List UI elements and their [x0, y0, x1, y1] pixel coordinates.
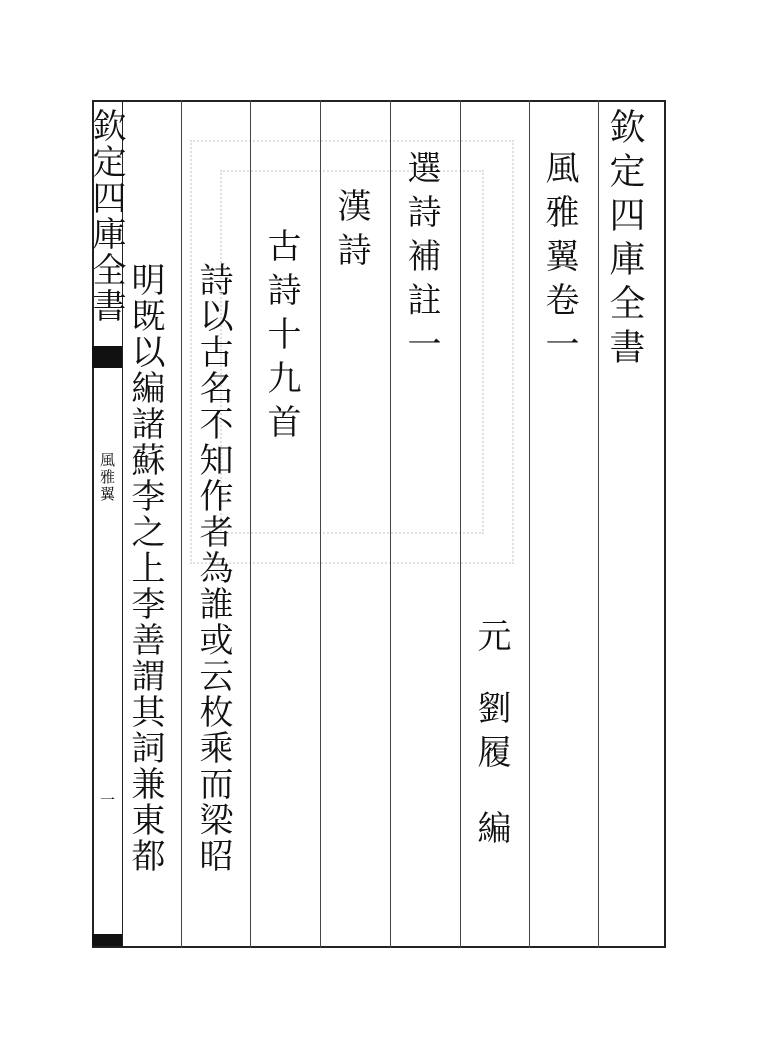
- column-rule: [320, 100, 321, 948]
- column-rule: [250, 100, 251, 948]
- author-role: 編: [471, 810, 511, 854]
- author-dynasty: 元: [471, 618, 511, 662]
- body-text-line: 明既以編諸蘇李之上李善謂其詞兼東都: [125, 262, 165, 874]
- column-rule: [181, 100, 182, 948]
- margin-book-title: 風雅翼: [98, 452, 116, 503]
- bottom-fish-tail-mark: [92, 934, 122, 946]
- column-rule: [529, 100, 530, 948]
- poem-title: 古詩十九首: [261, 228, 301, 448]
- column-rule: [598, 100, 599, 948]
- frame-right-rule: [664, 100, 666, 948]
- margin-page-number: 一: [98, 792, 116, 809]
- book-title: 風雅翼卷一: [539, 150, 579, 370]
- column-rule: [460, 100, 461, 948]
- author-name: 劉履: [471, 690, 511, 778]
- column-rule: [390, 100, 391, 948]
- body-text-line: 詩以古名不知作者為誰或云枚乘而梁昭: [193, 262, 233, 874]
- fish-tail-mark: [92, 346, 122, 368]
- margin-title: 欽定四庫全書: [86, 108, 126, 324]
- section-title: 選詩補註一: [401, 150, 441, 370]
- frame-bottom-rule: [92, 946, 666, 948]
- frame-top-rule: [92, 100, 666, 102]
- subsection-title: 漢詩: [331, 188, 371, 276]
- header-title: 欽定四庫全書: [604, 108, 645, 372]
